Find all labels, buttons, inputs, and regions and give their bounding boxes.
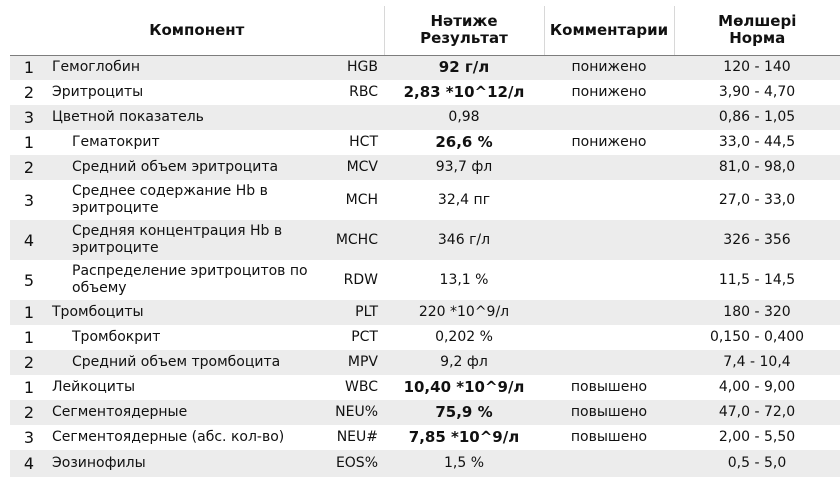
table-row — [10, 260, 840, 300]
row-name: Цветной показатель — [52, 109, 204, 125]
row-name: Среднее содержание Hb в эритроците — [72, 183, 268, 216]
table-row — [10, 155, 840, 180]
table-row — [10, 55, 840, 80]
header-comments: Комментарии — [544, 6, 674, 55]
row-comment — [544, 155, 674, 180]
row-result: 13,1 % — [439, 271, 489, 288]
table-row — [10, 300, 840, 325]
row-comment: повышено — [570, 379, 648, 395]
header-result-ru: Результат — [420, 29, 508, 48]
row-norm: 0,150 - 0,400 — [709, 329, 805, 345]
row-code: RDW — [343, 271, 378, 288]
row-code: MCV — [346, 159, 378, 175]
row-index: 2 — [23, 353, 35, 372]
row-code: MCHC — [335, 231, 378, 248]
row-index: 1 — [23, 328, 35, 347]
table-row — [10, 105, 840, 130]
header-norm-ru: Норма — [729, 29, 786, 48]
row-result: 92 г/л — [438, 58, 490, 77]
row-norm: 2,00 - 5,50 — [718, 429, 796, 445]
row-index: 1 — [23, 303, 35, 322]
row-index: 5 — [23, 270, 35, 290]
row-name: Лейкоциты — [52, 379, 136, 395]
row-name: Эозинофилы — [52, 455, 146, 471]
row-result: 7,85 *10^9/л — [408, 428, 520, 446]
row-result: 26,6 % — [435, 133, 493, 151]
row-norm: 120 - 140 — [723, 59, 791, 76]
row-name: Средний объем тромбоцита — [72, 354, 281, 370]
row-norm: 180 - 320 — [723, 304, 791, 320]
table-row — [10, 130, 840, 155]
row-index: 4 — [23, 230, 35, 250]
row-result: 93,7 фл — [435, 159, 493, 175]
row-norm: 27,0 - 33,0 — [718, 191, 796, 208]
row-name: Средний объем эритроцита — [72, 159, 279, 175]
row-norm: 326 - 356 — [723, 231, 791, 248]
row-code: MCH — [345, 191, 378, 208]
table-row — [10, 180, 840, 220]
row-norm: 47,0 - 72,0 — [718, 404, 796, 420]
row-comment — [544, 180, 674, 220]
table-row — [10, 400, 840, 425]
row-comment: повышено — [570, 429, 648, 445]
row-index: 2 — [23, 158, 35, 177]
row-result: 9,2 фл — [440, 354, 488, 370]
row-norm: 0,5 - 5,0 — [727, 455, 787, 471]
row-comment — [544, 260, 674, 300]
row-code: HCT — [349, 134, 378, 150]
row-comment — [544, 105, 674, 130]
row-index: 2 — [23, 403, 35, 422]
row-comment — [544, 325, 674, 350]
table-header-row — [10, 6, 840, 55]
row-comment — [544, 350, 674, 375]
row-index: 3 — [23, 108, 35, 127]
row-norm: 7,4 - 10,4 — [723, 354, 791, 370]
row-name: Средняя концентрация Hb в эритроците — [72, 223, 283, 256]
row-comment — [544, 300, 674, 325]
row-comment: повышено — [570, 404, 648, 420]
row-index: 1 — [23, 58, 35, 78]
row-result: 10,40 *10^9/л — [403, 378, 525, 396]
row-name: Тромбокрит — [72, 329, 161, 345]
table-row — [10, 80, 840, 105]
header-norm-kz: Мөлшері — [718, 12, 797, 31]
row-result: 346 г/л — [437, 231, 491, 248]
row-name: Гемоглобин — [52, 59, 141, 76]
row-result: 0,202 % — [435, 329, 493, 345]
row-name: Эритроциты — [52, 84, 144, 100]
row-index: 3 — [23, 428, 35, 447]
header-result-kz: Нәтиже — [430, 12, 498, 31]
row-norm: 81,0 - 98,0 — [718, 159, 796, 175]
row-code: WBC — [345, 379, 378, 395]
header-component: Компонент — [10, 6, 384, 55]
row-norm: 33,0 - 44,5 — [718, 134, 796, 150]
row-name: Сегментоядерные (абс. кол-во) — [52, 429, 285, 445]
row-result: 220 *10^9/л — [418, 304, 510, 320]
row-index: 4 — [23, 454, 35, 473]
row-result: 32,4 пг — [437, 191, 491, 208]
row-index: 1 — [23, 133, 35, 152]
row-comment: понижено — [571, 134, 647, 150]
row-norm: 3,90 - 4,70 — [718, 84, 796, 100]
header-norm — [674, 6, 840, 55]
row-result: 0,98 — [448, 109, 480, 125]
row-code: EOS% — [335, 455, 378, 471]
row-norm: 0,86 - 1,05 — [718, 109, 796, 125]
table-row — [10, 220, 840, 260]
row-comment — [544, 220, 674, 260]
row-code: PLT — [355, 304, 378, 320]
row-code: NEU# — [336, 429, 378, 445]
row-code: MPV — [347, 354, 378, 370]
row-name: Сегментоядерные — [52, 404, 188, 420]
row-code: RBC — [349, 84, 378, 100]
row-norm: 4,00 - 9,00 — [718, 379, 796, 395]
row-code: NEU% — [335, 404, 378, 420]
row-code: PCT — [351, 329, 378, 345]
row-result: 75,9 % — [435, 403, 493, 421]
row-comment: понижено — [571, 84, 647, 100]
header-result — [384, 6, 544, 55]
row-index: 2 — [23, 83, 35, 102]
row-name: Тромбоциты — [52, 304, 144, 320]
table-row — [10, 425, 840, 450]
row-norm: 11,5 - 14,5 — [718, 271, 796, 288]
row-result: 2,83 *10^12/л — [403, 83, 525, 101]
row-result: 1,5 % — [443, 455, 485, 471]
table-row — [10, 350, 840, 375]
row-comment: понижено — [571, 59, 647, 76]
table-row — [10, 325, 840, 350]
row-index: 1 — [23, 378, 35, 397]
row-name: Распределение эритроцитов по объему — [72, 263, 308, 296]
blood-test-table — [10, 6, 840, 477]
row-name: Гематокрит — [72, 134, 160, 150]
row-code — [328, 105, 384, 130]
table-row — [10, 375, 840, 400]
row-code: HGB — [347, 59, 378, 76]
row-index: 3 — [23, 190, 35, 210]
